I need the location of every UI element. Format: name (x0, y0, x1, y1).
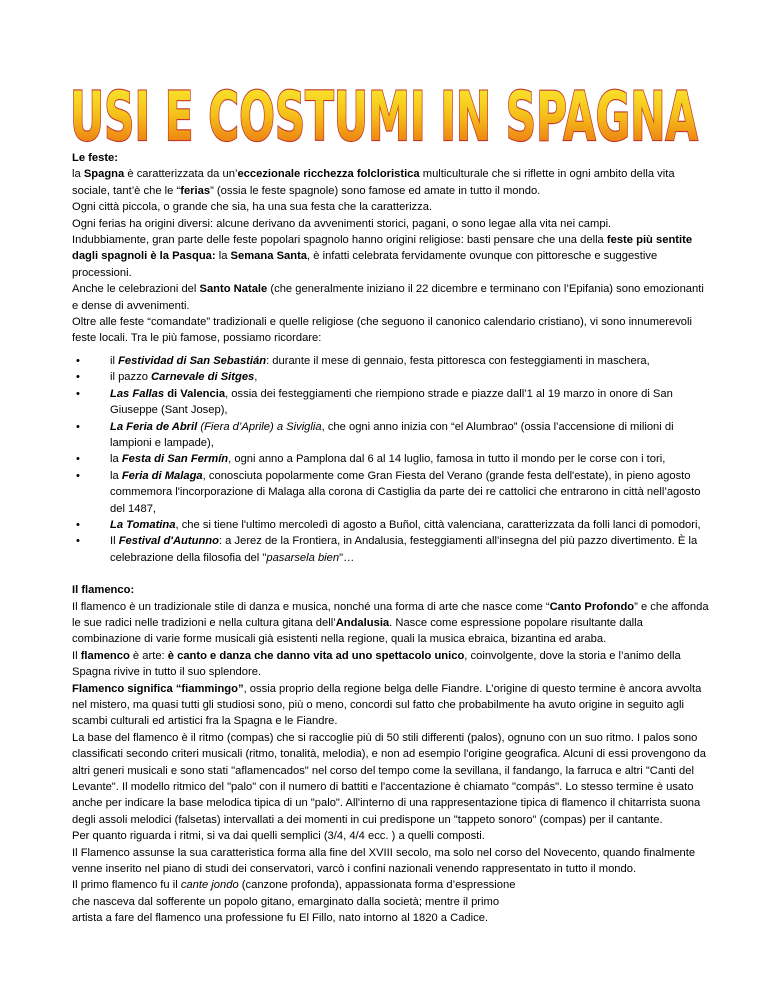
text-run: : durante il mese di gennaio, festa pittoresca con festeggiamenti in maschera, (266, 354, 650, 367)
text-run: flamenco (80, 649, 130, 662)
text-run: Canto Profondo (549, 600, 635, 613)
text-run: Festival d'Autunno (118, 535, 219, 548)
feste-paragraph-4 (72, 232, 712, 281)
feste-list (72, 353, 712, 566)
bullet-icon: • (76, 387, 80, 400)
flamenco-paragraph-9: artista a fare del flamenco una professione fu El Fillo, nato intorno al 1820 a Cadice. (72, 912, 489, 925)
text-run: Anche le celebrazioni del (72, 283, 200, 296)
text-run: Las Fallas (110, 387, 165, 400)
text-run: La Tomatina (110, 518, 176, 531)
feste-list-item (72, 353, 712, 369)
text-run: Santo Natale (199, 283, 268, 296)
page-title (0, 78, 768, 150)
feste-paragraph-2: Ogni città piccola, o grande che sia, ha una sua festa che la caratterizza. (72, 201, 433, 214)
document-body (72, 150, 712, 927)
text-run: , ossia dei festeggiamenti che riempiono strade e piazze dall’1 al 19 marzo in onore di San Giuseppe (Sant Josep), (110, 387, 673, 417)
text-run: Semana Santa (230, 250, 308, 263)
feste-list-item (72, 468, 712, 517)
text-run: Spagna (83, 168, 125, 181)
text-run: cante jondo (180, 879, 239, 892)
text-run: , conosciuta popolarmente come Gran Fiesta del Verano (grande festa dell'estate), in pieno agosto commemora l'incorporazione di Malaga alla corona di Castiglia da parte dei re cattolici che entrarono in città nell’agosto del 1487, (110, 469, 701, 515)
text-run: la (215, 250, 231, 263)
text-run: , ogni anno a Pamplona dal 6 al 14 luglio, famosa in tutto il mondo per le corse con i tori, (228, 453, 666, 466)
text-run: , (254, 371, 258, 384)
text-run: Il primo flamenco fu il (72, 879, 181, 892)
feste-list-item (72, 419, 712, 452)
text-run: "… (339, 551, 355, 564)
bullet-icon: • (76, 420, 80, 433)
feste-list-item (72, 451, 712, 467)
text-run: Festividad di San Sebastián (118, 354, 267, 367)
feste-intro-paragraph (72, 166, 712, 199)
text-run: (Fiera d’Aprile) a Siviglia (197, 420, 322, 433)
bullet-icon: • (76, 453, 80, 466)
feste-paragraph-5 (72, 281, 712, 314)
feste-paragraph-6: Oltre alle feste “comandate” tradizionali e quelle religiose (che seguono il canonico calendario cristiano), vi sono innumerevoli feste locali. Tra le più famose, possiamo ricordare: (72, 316, 692, 345)
bullet-icon: • (76, 469, 80, 482)
text-run: è canto e danza che danno vita ad uno spettacolo unico (167, 649, 465, 662)
text-run: , ossia proprio della regione belga delle Fiandre. L’origine di questo termine è ancora avvolta nel mistero, ma quasi tutti gli studiosi sono, più o meno, concordi sul fatto che probabilmente ha avuto origine in seguito agli scambi culturali ed artistici fra la Spagna e le Fiandre. (72, 682, 702, 728)
text-run: , è infatti celebrata fervidamente ovunque con pittoresche e suggestive processioni. (72, 250, 658, 279)
flamenco-paragraph-4: La base del flamenco è il ritmo (compas) che si raccoglie più di 50 stili differenti (palos), ognuno con un suo ritmo. I palos sono classificati secondo criteri musicali (ritmo, tonalità, melodia), e non ad esempio l'origine geografica. Alcuni di essi provengono da altri generi musicali e sono stati "aflamencados" nel corso del tempo come la sevillana, il fandango, la farruca e altri "Canti del Levante". Il modello ritmico del "palo" con il numero di battiti e l'accentazione è chiamato "compás". Lo stesso termine è usato anche per indicare la base melodica tipica di un "palo". All'interno di una rappresentazione tipica di flamenco il chitarrista suona degli assoli melodici (falsetas) intervallati a dei momenti in cui predispone un "tappeto sonoro" (compas) per il cantante. (72, 731, 706, 826)
text-run: è caratterizzata da un’ (124, 168, 238, 181)
text-run: è arte: (129, 649, 168, 662)
text-run: Il (72, 649, 81, 662)
text-run: multiculturale che si riflette in ogni ambito della vita sociale, tant’è che le “ (72, 168, 675, 197)
flamenco-paragraph-2 (72, 648, 712, 681)
feste-list-item (72, 533, 712, 566)
bullet-icon: • (76, 371, 80, 384)
text-run: Festa di San Fermín (121, 453, 229, 466)
bullet-icon: • (76, 518, 80, 531)
text-run: (canzone profonda), appassionata forma d’espressione (238, 879, 516, 892)
text-run: il pazzo (110, 371, 152, 384)
flamenco-paragraph-5: Per quanto riguarda i ritmi, si va dai quelli semplici (3/4, 4/4 ecc. ) a quelli composti. (72, 830, 485, 843)
text-run: , coinvolgente, dove la storia e l’animo della Spagna rivive in tutto il suo splendore. (72, 649, 681, 679)
feste-paragraph-3: Ogni ferias ha origini diversi: alcune derivano da avvenimenti storici, pagani, o sono legae alla vita nei campi. (72, 217, 612, 230)
text-run: Il (110, 535, 119, 548)
bullet-icon: • (76, 354, 80, 367)
text-run: ferias (180, 184, 211, 197)
text-run: Feria di Malaga (121, 469, 203, 482)
text-run: la (72, 168, 84, 181)
text-run: Indubbiamente, gran parte delle feste popolari spagnolo hanno origini religiose: basti pensare che una della (72, 234, 607, 247)
feste-list-item (72, 369, 712, 385)
text-run: pasarsela bien (266, 551, 340, 564)
text-run: , che ogni anno inizia con “el Alumbrao” (ossia l’accensione di milioni di lampioni e lampade), (110, 420, 674, 449)
text-run: feste più sentite dagli spagnoli è la Pasqua: (72, 234, 693, 263)
text-run: la (110, 469, 122, 482)
section-heading-feste: Le feste: (72, 152, 119, 164)
text-run: Andalusia (335, 616, 390, 629)
text-run: : a Jerez de la Frontiera, in Andalusia, festeggiamenti all’insegna del più pazzo divertimento. È la celebrazione della filosofia del " (110, 535, 698, 564)
feste-list-item (72, 517, 712, 533)
text-run: . Nasce come espressione popolare risultante dalla combinazione di varie forme musicali già esistenti nella regione, quali la musica ebraica, bizantina ed araba. (72, 616, 643, 646)
text-run: Carnevale di Sitges (151, 371, 255, 384)
word-art-title (70, 78, 700, 150)
text-run: Il flamenco è un tradizionale stile di danza e musica, nonché una forma di arte che nasce come “ (72, 600, 550, 613)
flamenco-paragraph-3 (72, 681, 712, 730)
text-run: , che si tiene l'ultimo mercoledì di agosto a Buñol, città valenciana, caratterizzata da folli lanci di pomodori, (175, 518, 701, 531)
text-run: ” e che affonda le sue radici nelle tradizioni e nella cultura gitana dell’ (72, 600, 709, 629)
text-run: Flamenco significa “fiammingo” (72, 682, 244, 695)
flamenco-paragraph-1 (72, 599, 712, 648)
title-text: USI E COSTUMI IN SPAGNA (70, 78, 699, 150)
text-run: eccezionale ricchezza folcloristica (237, 168, 420, 181)
text-run: la (110, 453, 122, 466)
section-heading-flamenco: Il flamenco: (72, 584, 135, 597)
flamenco-paragraph-6: Il Flamenco assunse la sua caratteristica forma alla fine del XVIII secolo, ma solo nel corso del Novecento, quando finalmente venne inserito nel piano di studi dei conservatori, varcò i confini nazionali venendo rappresentato in tutto il mondo. (72, 846, 696, 876)
bullet-icon: • (76, 535, 80, 548)
text-run: (che generalmente iniziano il 22 dicembre e terminano con l’Epifania) sono emozionanti e dense di avvenimenti. (72, 283, 704, 312)
text-run: il (110, 354, 119, 367)
text-run: di Valencia (164, 387, 226, 400)
text-run: La Feria de Abril (110, 420, 198, 433)
text-run: ” (ossia le feste spagnole) sono famose ed amate in tutto il mondo. (210, 184, 541, 197)
flamenco-paragraph-8: che nasceva dal sofferente un popolo gitano, emarginato dalla società; mentre il primo (72, 895, 500, 908)
feste-list-item (72, 386, 712, 419)
flamenco-paragraph-7 (72, 877, 712, 893)
